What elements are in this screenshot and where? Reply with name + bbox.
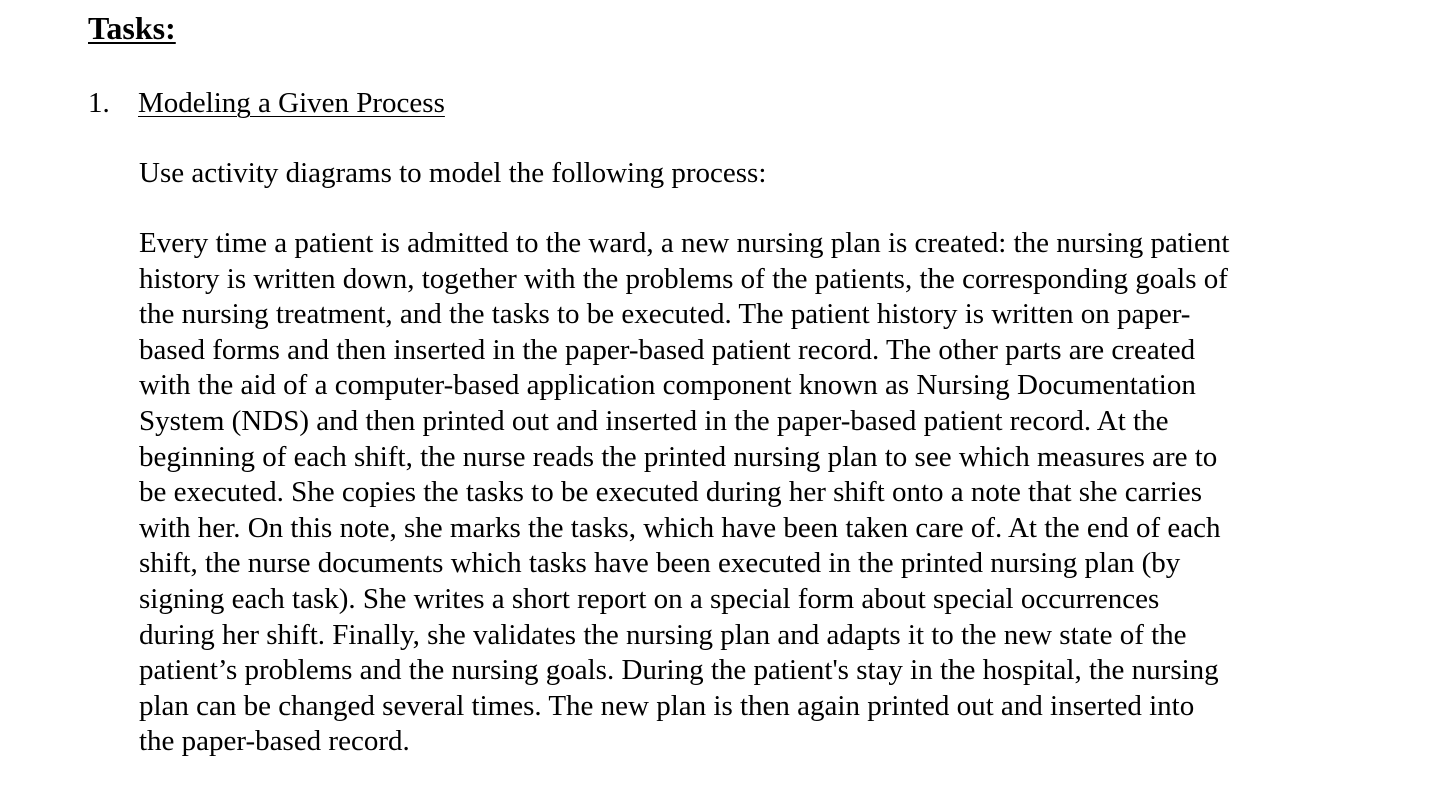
text-line: be executed. She copies the tasks to be executed during her shift onto a note that she carries	[139, 476, 1202, 509]
text-line: signing each task). She writes a short report on a special form about special occurrences	[139, 582, 1160, 615]
text-line: Every time a patient is admitted to the ward, a new nursing plan is created: the nursing patient	[139, 227, 1230, 259]
text-line: patient’s problems and the nursing goals. During the patient's stay in the hospital, the nursing	[139, 654, 1219, 687]
section-title: Modeling a Given Process	[138, 87, 445, 119]
text-line: beginning of each shift, the nurse reads the printed nursing plan to see which measures are to	[139, 440, 1218, 473]
text-line: with her. On this note, she marks the tasks, which have been taken care of. At the end of each	[139, 511, 1221, 544]
page-heading: Tasks:	[88, 10, 176, 46]
text-line: plan can be changed several times. The new plan is then again printed out and inserted into	[139, 689, 1195, 722]
text-line: with the aid of a computer-based application component known as Nursing Documentation	[139, 369, 1196, 402]
text-line: the nursing treatment, and the tasks to be executed. The patient history is written on paper-	[139, 298, 1191, 331]
process-description	[139, 226, 1419, 760]
intro-paragraph: Use activity diagrams to model the following process:	[139, 157, 767, 189]
text-line: based forms and then inserted in the paper-based patient record. The other parts are created	[139, 333, 1196, 366]
section-header	[88, 84, 445, 122]
text-line: shift, the nurse documents which tasks have been executed in the printed nursing plan (by	[139, 547, 1181, 580]
section-number: 1.	[88, 87, 110, 119]
text-line: System (NDS) and then printed out and inserted in the paper-based patient record. At the	[139, 404, 1169, 437]
text-line: during her shift. Finally, she validates the nursing plan and adapts it to the new state of the	[139, 618, 1187, 651]
text-line: history is written down, together with the problems of the patients, the corresponding goals of	[139, 262, 1228, 295]
text-line: the paper-based record.	[139, 725, 410, 758]
